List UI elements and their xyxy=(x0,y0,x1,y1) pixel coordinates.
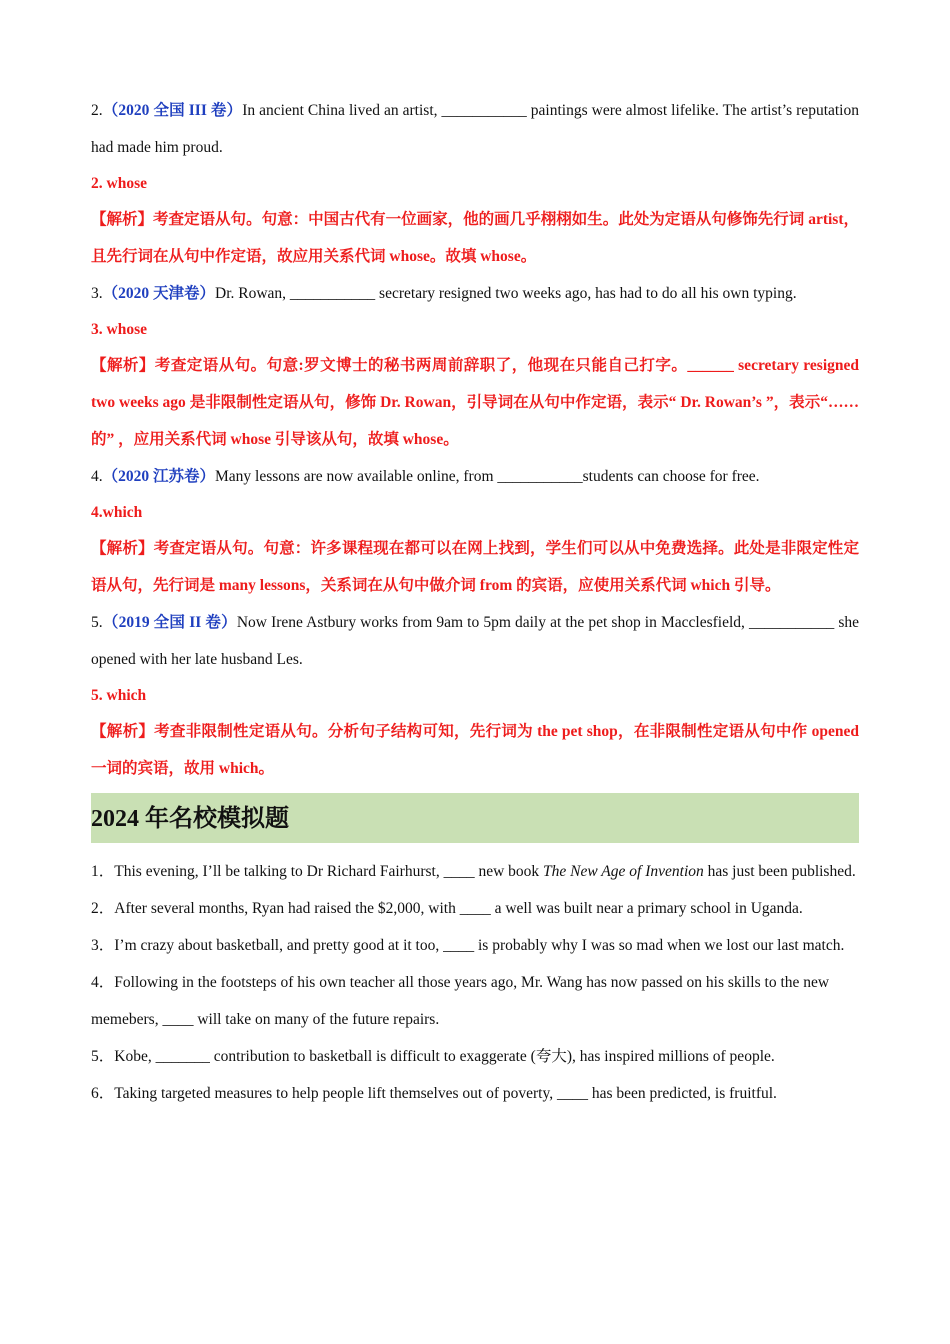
question-number: 3． xyxy=(91,937,115,954)
question-number: 2． xyxy=(91,900,115,917)
question-body: Following in the footsteps of his own teacher all those years ago, Mr. Wang has now passed on his skills to the new memebers, ____ will take on many of the future repairs. xyxy=(91,974,830,1028)
question-source: （2020 全国 III 卷） xyxy=(102,102,243,119)
question-body: Dr. Rowan, ___________ secretary resigned two weeks ago, has had to do all his own typing. xyxy=(215,285,797,302)
question-body-end: has just been published. xyxy=(703,863,856,880)
question-number: 5． xyxy=(91,1048,115,1065)
explanation-text: 【解析】考查定语从句。句意：中国古代有一位画家，他的画几乎栩栩如生。此处为定语从句修饰先行词 artist，且先行词在从句中作定语，故应用关系代词 whose。故填 whose。 xyxy=(91,211,859,265)
question-number: 3. xyxy=(91,285,103,302)
question-body: In ancient China lived an artist, ___________ paintings were almost lifelike. The artist’s reputation had made him proud. xyxy=(91,102,859,156)
past-question-block xyxy=(91,92,859,275)
book-title: The New Age of Invention xyxy=(543,863,704,880)
question-body: Now Irene Astbury works from 9am to 5pm daily at the pet shop in Macclesfield, ___________ she opened with her late husband Les. xyxy=(91,614,859,668)
answer-text: 2. whose xyxy=(91,175,147,192)
mock-question xyxy=(91,1038,859,1075)
mock-question xyxy=(91,1075,859,1112)
question-body: Kobe, _______ contribution to basketball is difficult to exaggerate (夸大), has inspired millions of people. xyxy=(114,1048,775,1065)
mock-question xyxy=(91,890,859,927)
answer-text: 4.which xyxy=(91,504,143,521)
question-number: 4. xyxy=(91,468,103,485)
question-body: Many lessons are now available online, from ___________students can choose for free. xyxy=(215,468,760,485)
past-question-block xyxy=(91,275,859,458)
question-number: 2. xyxy=(91,102,103,119)
section-heading: 2024 年名校模拟题 xyxy=(91,793,859,843)
mock-question xyxy=(91,853,859,890)
question-number: 5. xyxy=(91,614,103,631)
question-source: （2020 天津卷） xyxy=(102,285,216,302)
question-text xyxy=(91,458,859,495)
explanation-text: 【解析】考查定语从句。句意:罗文博士的秘书两周前辞职了，他现在只能自己打字。______ secretary resigned two weeks ago 是非限制性定语从句，修饰 Dr. Rowan，引导词在从句中作定语，表示“ Dr. Rowan’s ”，表示“……的” ，应用关系代词 whose 引导该从句，故填 whose。 xyxy=(91,357,859,448)
question-number: 1． xyxy=(91,863,115,880)
mock-question xyxy=(91,927,859,964)
question-body: After several months, Ryan had raised the $2,000, with ____ a well was built near a primary school in Uganda. xyxy=(114,900,803,917)
question-text xyxy=(91,275,859,312)
question-text xyxy=(91,604,859,678)
question-number: 6． xyxy=(91,1085,115,1102)
question-source: （2020 江苏卷） xyxy=(102,468,216,485)
question-source: （2019 全国 II 卷） xyxy=(102,614,237,631)
explanation-text: 【解析】考查定语从句。句意：许多课程现在都可以在网上找到，学生们可以从中免费选择。此处是非限定性定语从句，先行词是 many lessons，关系词在从句中做介词 from 的宾语，应使用关系代词 which 引导。 xyxy=(91,540,859,594)
question-body: This evening, I’ll be talking to Dr Richard Fairhurst, ____ new book xyxy=(114,863,544,880)
past-question-block xyxy=(91,458,859,604)
question-body: I’m crazy about basketball, and pretty good at it too, ____ is probably why I was so mad when we lost our last match. xyxy=(114,937,845,954)
answer-text: 3. whose xyxy=(91,321,147,338)
question-body: Taking targeted measures to help people lift themselves out of poverty, ____ has been predicted, is fruitful. xyxy=(114,1085,777,1102)
document-page xyxy=(91,92,859,1112)
past-question-block xyxy=(91,604,859,787)
mock-question xyxy=(91,964,859,1038)
question-number: 4． xyxy=(91,974,115,991)
answer-text: 5. which xyxy=(91,687,147,704)
question-text xyxy=(91,92,859,166)
explanation-text: 【解析】考查非限制性定语从句。分析句子结构可知，先行词为 the pet shop，在非限制性定语从句中作 opened 一词的宾语，故用 which。 xyxy=(91,723,859,777)
